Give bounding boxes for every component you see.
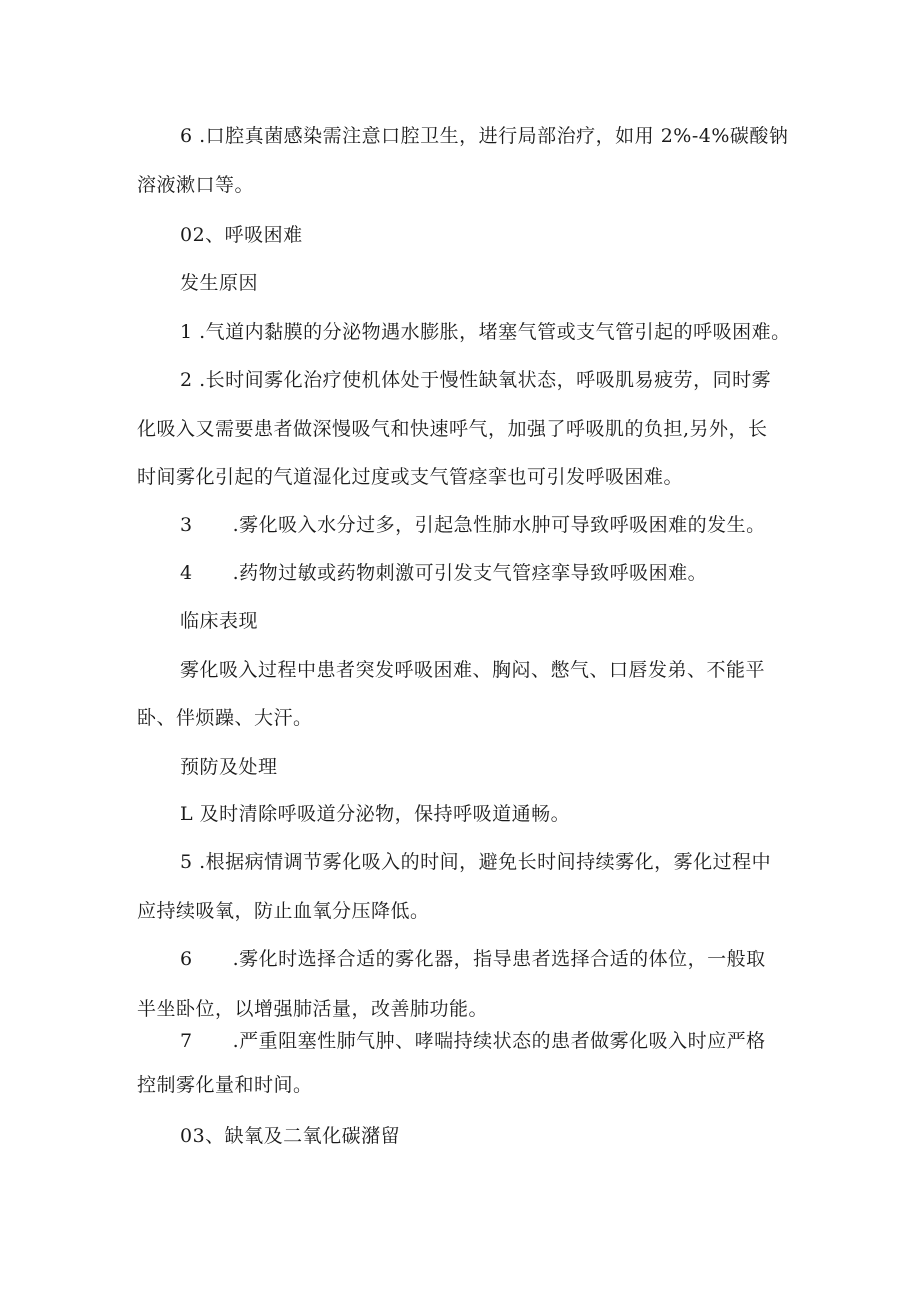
paragraph-oral-hygiene-line-1: 6 .口腔真菌感染需注意口腔卫生，进行局部治疗，如用 2%-4%碳酸钠 [180,125,789,147]
section-heading-02: 02、呼吸困难 [180,224,303,246]
treatment-item-7-number: 7 [180,1030,193,1052]
cause-item-1: 1 .气道内黏膜的分泌物遇水膨胀，堵塞气管或支气管引起的呼吸困难。 [180,321,791,343]
subheading-cause: 发生原因 [180,272,259,294]
subheading-prevention: 预防及处理 [180,756,278,778]
section-heading-03: 03、缺氧及二氧化碳潴留 [180,1125,401,1147]
cause-item-4-number: 4 [180,562,193,584]
treatment-item-7-text: .严重阻塞性肺气肿、哮喘持续状态的患者做雾化吸入时应严格 [232,1030,766,1052]
cause-item-3 [180,513,766,537]
treatment-item-7-line-2: 控制雾化量和时间。 [137,1074,313,1096]
cause-item-2-line-1: 2 .长时间雾化治疗使机体处于慢性缺氧状态，呼吸肌易疲劳，同时雾 [180,369,772,391]
subheading-clinical: 临床表现 [180,610,259,632]
paragraph-oral-hygiene-line-2: 溶液漱口等。 [137,174,255,196]
treatment-item-7-line-1 [180,1029,766,1053]
cause-item-3-text: .雾化吸入水分过多，引起急性肺水肿可导致呼吸困难的发生。 [232,514,766,536]
cause-item-4-text: .药物过敏或药物刺激可引发支气管痉挛导致呼吸困难。 [232,562,708,584]
treatment-item-5-line-1: 5 .根据病情调节雾化吸入的时间，避免长时间持续雾化，雾化过程中 [180,851,772,873]
treatment-item-1: L 及时清除呼吸道分泌物，保持呼吸道通畅。 [180,803,571,825]
cause-item-2-line-3: 时间雾化引起的气道湿化过度或支气管痉挛也可引发呼吸困难。 [137,466,684,488]
treatment-item-6-line-1 [180,947,766,971]
treatment-item-6-line-2: 半坐卧位，以增强肺活量，改善肺功能。 [137,998,489,1020]
treatment-item-6-number: 6 [180,948,193,970]
treatment-item-6-text: .雾化时选择合适的雾化器，指导患者选择合适的体位，一般取 [232,948,766,970]
clinical-paragraph-line-2: 卧、伴烦躁、大汗。 [137,707,313,729]
treatment-item-5-line-2: 应持续吸氧，防止血氧分压降低。 [137,900,430,922]
cause-item-3-number: 3 [180,514,193,536]
cause-item-2-line-2: 化吸入又需要患者做深慢吸气和快速呼气，加强了呼吸肌的负担,另外，长 [137,418,768,440]
clinical-paragraph-line-1: 雾化吸入过程中患者突发呼吸困难、胸闷、憋气、口唇发弟、不能平 [180,659,766,681]
cause-item-4 [180,561,707,585]
